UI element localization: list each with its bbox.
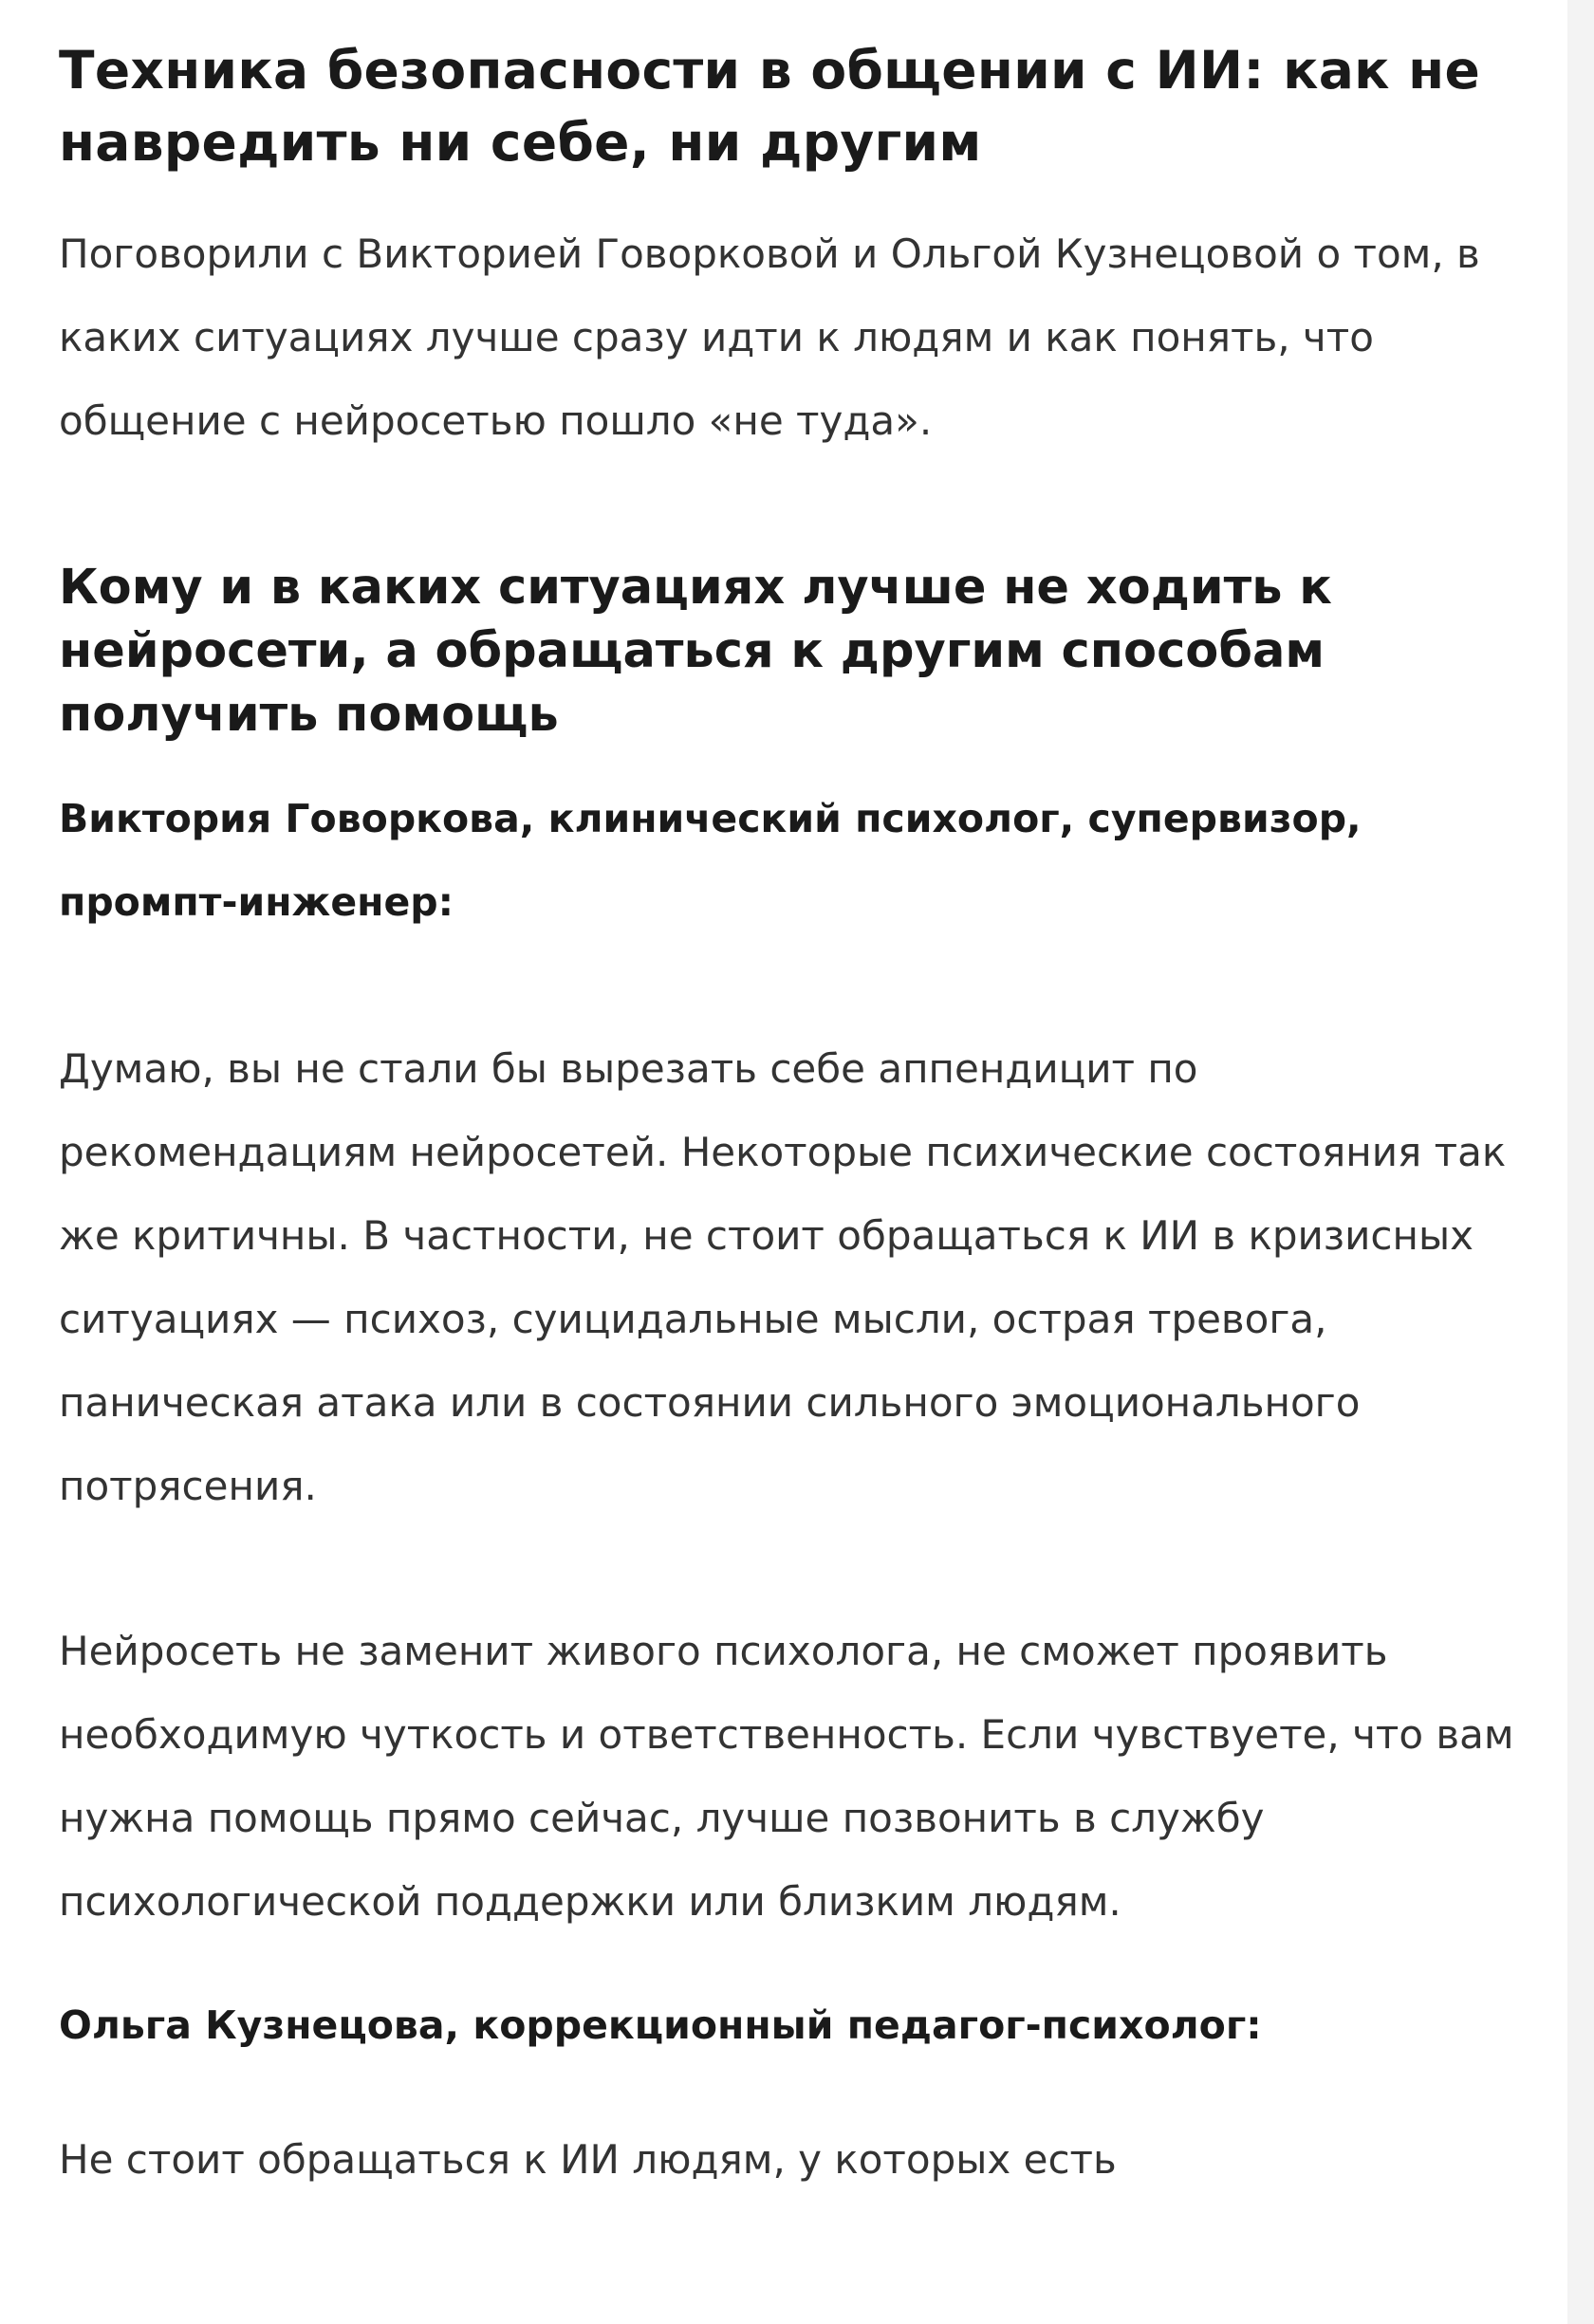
section-heading: Кому и в каких ситуациях лучше не ходить к нейросети, а обращаться к другим способам получить помощь	[59, 560, 1332, 743]
article	[59, 0, 1514, 2202]
paragraph: Думаю, вы не стали бы вырезать себе аппендицит по рекомендациям нейросетей. Некоторые психические состояния так же критичны. В частности, не стоит обращаться к ИИ в кризисных ситуациях — психоз, суицидальные мысли, острая тревога, паническая атака или в состоянии сильного эмоционального потрясения.	[59, 1045, 1507, 1509]
scrollbar[interactable]	[1567, 0, 1594, 2324]
paragraph: Нейросеть не заменит живого психолога, не сможет проявить необходимую чуткость и ответственность. Если чувствуете, что вам нужна помощь прямо сейчас, лучше позвонить в службу психологической поддержки или близким людям.	[59, 1628, 1514, 1925]
paragraph: Не стоит обращаться к ИИ людям, у которых есть	[59, 2136, 1117, 2183]
expert-name-govorkova: Виктория Говоркова, клинический психолог, супервизор, промпт-инженер:	[59, 796, 1362, 925]
article-title: Техника безопасности в общении с ИИ: как не навредить ни себе, ни другим	[59, 40, 1481, 173]
article-lead: Поговорили с Викторией Говорковой и Ольгой Кузнецовой о том, в каких ситуациях лучше сразу идти к людям и как понять, что общение с нейросетью пошло «не туда».	[59, 231, 1480, 444]
expert-name-kuznetsova: Ольга Кузнецова, коррекционный педагог-психолог:	[59, 2002, 1262, 2048]
